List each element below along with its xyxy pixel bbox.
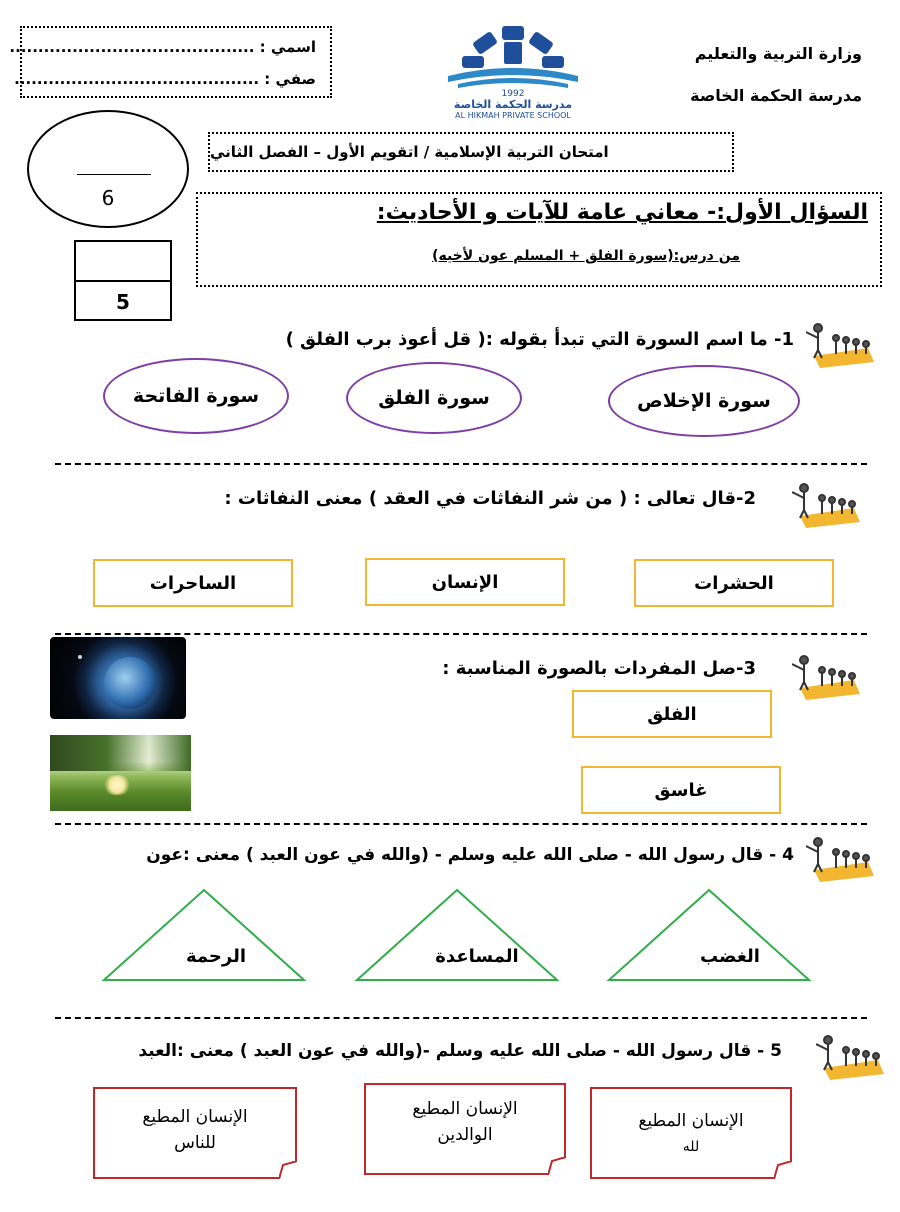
ministry-name: وزارة التربية والتعليم [694,44,862,63]
score-oval [27,110,189,228]
question-2-text: 2-قال تعالى : ( من شر النفاثات في العقد ) معنى النفاثات : [224,488,756,509]
logo-arabic-name: مدرسة الحكمة الخاصة [453,98,573,111]
q5-option-1[interactable] [590,1087,792,1179]
q1-option-3[interactable]: سورة الفاتحة [103,358,289,434]
q5-option-3-line1: الإنسان المطيع [142,1107,248,1127]
student-name-field[interactable]: اسمي : ........................................... [9,38,316,56]
q2-option-3[interactable]: الساحرات [93,559,293,607]
logo-year: 1992 [501,89,525,99]
school-logo [418,20,608,120]
divider [55,823,867,825]
q4-option-2[interactable]: المساعدة [435,946,519,967]
question-4-text: 4 - قال رسول الله - صلى الله عليه وسلم - (والله في عون العبد ) معنى :عون [146,845,794,865]
question-3-text: 3-صل المفردات بالصورة المناسبة : [442,658,756,679]
section-title: السؤال الأول:- معاني عامة للآيات و الأحاديث: [376,200,868,225]
moon-dot [78,655,82,659]
divider [55,1017,867,1019]
q5-option-1-line2: لله [682,1139,700,1155]
school-logo-icon [418,20,608,120]
q1-option-1[interactable]: سورة الإخلاص [608,365,800,437]
question-5-text: 5 - قال رسول الله - صلى الله عليه وسلم -(والله في عون العبد ) معنى :العبد [138,1041,782,1061]
q1-option-2[interactable]: سورة الفلق [346,362,522,434]
sun-glow [102,775,132,795]
student-info-box [9,26,332,98]
pointing-figure-icon [792,478,862,528]
q3-word-1[interactable]: الفلق [572,690,772,738]
grade-value: 5 [116,289,130,314]
pointing-figure-icon [792,650,862,700]
folded-corner-icon [279,1161,297,1179]
q5-option-3-line2: للناس [174,1133,216,1153]
pointing-figure-icon [806,832,876,882]
pointing-figure-icon [806,318,876,368]
folded-corner-icon [548,1157,566,1175]
folded-corner-icon [774,1161,792,1179]
logo-english-name: AL HIKMAH PRIVATE SCHOOL [455,111,571,120]
divider [55,633,867,635]
exam-title: امتحان التربية الإسلامية / اتقويم الأول – الفصل الثاني [208,132,734,172]
q2-option-2[interactable]: الإنسان [365,558,565,606]
q5-option-2[interactable] [364,1083,566,1175]
tree-canopy [50,735,191,771]
pointing-figure-icon [816,1030,886,1080]
q4-option-1[interactable]: الغضب [700,946,760,967]
grade-empty-cell[interactable] [76,242,170,282]
q5-option-3[interactable] [93,1087,297,1179]
score-total: 6 [101,186,115,210]
section-subtitle: من درس:(سورة الفلق + المسلم عون لأخيه) [432,248,740,264]
score-blank-line [77,174,151,175]
school-name: مدرسة الحكمة الخاصة [690,86,862,105]
q5-option-2-line1: الإنسان المطيع [412,1099,518,1119]
q5-option-1-line1: الإنسان المطيع [638,1111,744,1131]
earth-image[interactable] [50,637,186,719]
sunset-trees-image[interactable] [50,735,191,811]
student-class-field[interactable]: صفي : ........................................... [14,70,316,88]
grade-box [74,240,172,321]
q3-word-2[interactable]: غاسق [581,766,781,814]
divider [55,463,867,465]
q4-option-3[interactable]: الرحمة [185,946,247,967]
earth-globe [104,657,156,709]
question-1-text: 1- ما اسم السورة التي تبدأ بقوله :( قل أعوذ برب الفلق ) [285,329,794,350]
q5-option-2-line2: الوالدين [437,1125,493,1145]
section-header-box [196,192,882,287]
q4-triangles [100,886,820,984]
q2-option-1[interactable]: الحشرات [634,559,834,607]
